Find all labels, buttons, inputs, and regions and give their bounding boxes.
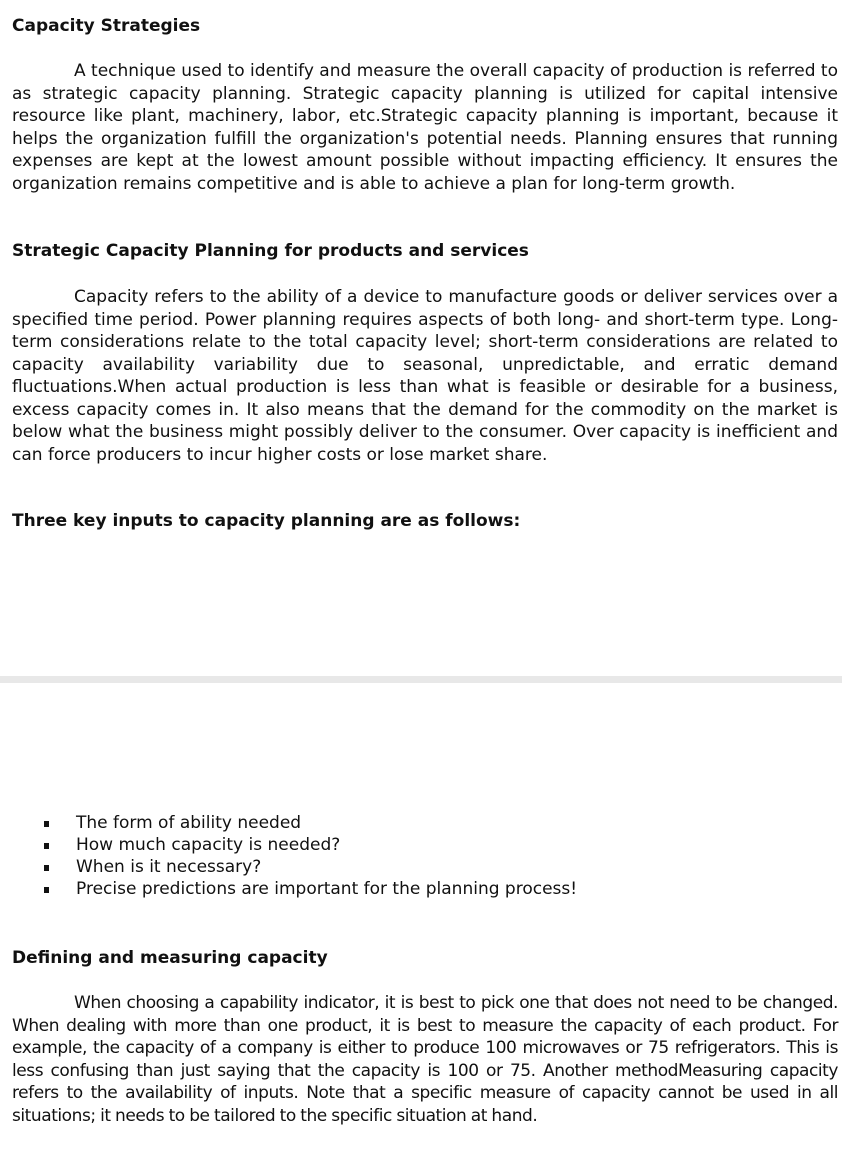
list-item-text: The form of ability needed [76, 813, 302, 833]
section-heading-strategic-capacity-planning: Strategic Capacity Planning for products and services [12, 241, 529, 261]
paragraph-strategic-capacity-planning: Capacity refers to the ability of a device to manufacture goods or deliver services over a specified time period. Power planning requires aspects of both long- and short-term type. Long-term considerations relate to the total capacity level; short-term considerations are related to capacity availability variability due to seasonal, unpredictable, and erratic demand fluctuations.When actual production is less than what is feasible or desirable for a business, excess capacity comes in. It also means that the demand for the commodity on the market is below what the business might possibly deliver to the consumer. Over capacity is inefficient and can force producers to incur higher costs or lose market share. [12, 287, 838, 465]
list-item [42, 834, 577, 856]
section-heading-defining-measuring-capacity: Defining and measuring capacity [12, 948, 328, 968]
list-item-text: When is it necessary? [76, 857, 262, 877]
page-divider [0, 676, 842, 683]
list-item [42, 856, 577, 878]
bullet-square-icon [44, 843, 49, 849]
bullet-square-icon [44, 821, 49, 827]
section-heading-capacity-strategies: Capacity Strategies [12, 16, 201, 36]
bullet-square-icon [44, 865, 49, 871]
bullet-square-icon [44, 887, 49, 893]
bullet-list [42, 812, 577, 900]
section-heading-three-key-inputs: Three key inputs to capacity planning are as follows: [12, 511, 521, 531]
paragraph-defining-measuring-capacity: When choosing a capability indicator, it is best to pick one that does not need to be changed. When dealing with more than one product, it is best to measure the capacity of each product. For example, the capacity of a company is either to produce 100 microwaves or 75 refrigerators. This is less confusing than just saying that the capacity is 100 or 75. Another methodMeasuring capacity refers to the availability of inputs. Note that a specific measure of capacity cannot be used in all situations; it needs to be tailored to the specific situation at hand. [12, 993, 838, 1126]
paragraph-capacity-strategies: A technique used to identify and measure the overall capacity of production is referred to as strategic capacity planning. Strategic capacity planning is utilized for capital intensive resource like plant, machinery, labor, etc.Strategic capacity planning is important, because it helps the organization fulfill the organization's potential needs. Planning ensures that running expenses are kept at the lowest amount possible without impacting efficiency. It ensures the organization remains competitive and is able to achieve a plan for long-term growth. [12, 61, 838, 194]
list-item-text: How much capacity is needed? [76, 835, 341, 855]
list-item [42, 812, 577, 834]
list-item-text: Precise predictions are important for the planning process! [76, 879, 578, 899]
list-item [42, 878, 577, 900]
